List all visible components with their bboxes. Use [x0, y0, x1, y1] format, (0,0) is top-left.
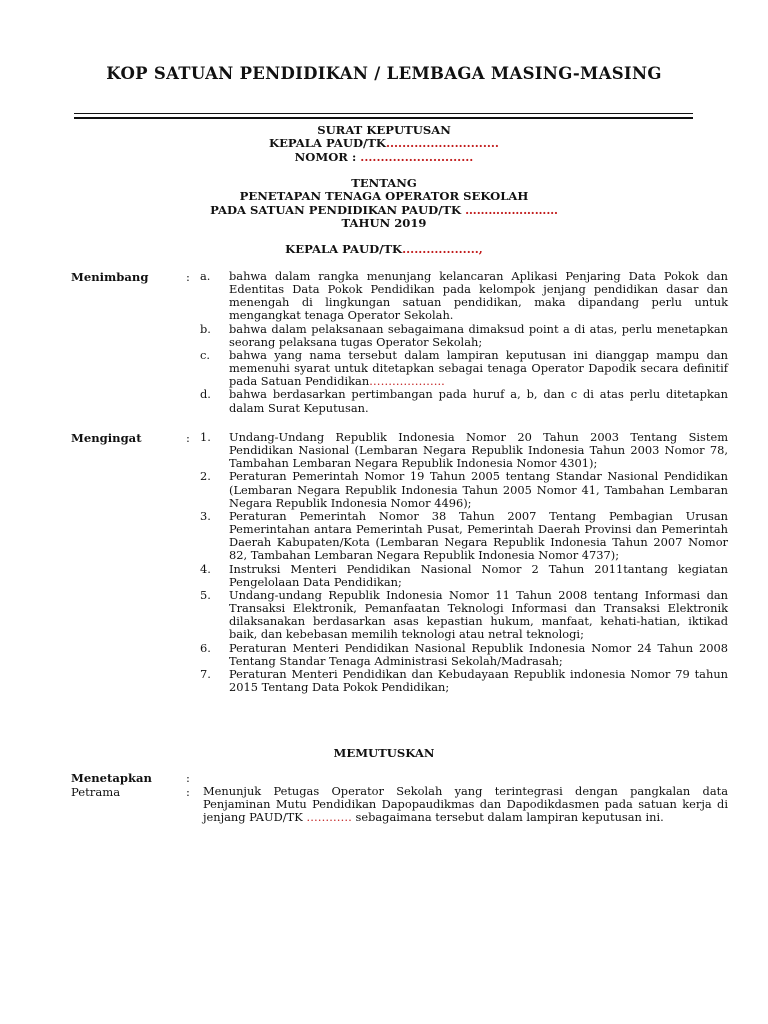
- tentang-line2: PADA SATUAN PENDIDIKAN PAUD/TK ……………………: [210, 202, 558, 217]
- header-rule-thin: [74, 113, 693, 114]
- pertama-colon: :: [186, 785, 190, 799]
- memutuskan-heading: MEMUTUSKAN: [333, 746, 435, 760]
- menimbang-item: a. bahwa dalam rangka menunjang kelancaran Aplikasi Penjaring Data Pokok dan Edentitas Data Pokok Pendidikan pada kelompok jenjang pendidikan dasar dan menengah di lingkungan satuan pendidikan, maka dipandang perlu untuk mengangkat tenaga Operator Sekolah.: [200, 269, 728, 323]
- mengingat-item: 5. Undang-undang Republik Indonesia Nomor 11 Tahun 2008 tentang Informasi dan Transaksi Elektronik, Pemanfaatan Teknologi Informasi dan Transaksi Elektronik dilaksanakan berdasarkan asas kepastian hukum, manfaat, kehati-hatian, iktikad baik, dan kebebasan memilih teknologi atau netral teknologi;: [200, 587, 728, 642]
- menimbang-list: [200, 270, 728, 415]
- mengingat-list: [200, 431, 728, 694]
- menimbang-item: c. bahwa yang nama tersebut dalam lampiran keputusan ini dianggap mampu dan memenuhi syarat untuk ditetapkan sebagai tenaga Operator Dapodik secara definitif pada Satuan Pendidikan………………..: [200, 347, 728, 389]
- kepala-dots: ............................: [385, 136, 499, 151]
- mengingat-item: 4. Instruksi Menteri Pendidikan Nasional Nomor 2 Tahun 2011tantang kegiatan Pengelolaan Data Pendidikan;: [200, 561, 728, 589]
- satuan-dots: ……………………: [465, 202, 558, 217]
- kepala-line-dots: ...................,: [402, 242, 483, 256]
- title-surat-keputusan: SURAT KEPUTUSAN: [317, 123, 451, 137]
- mengingat-colon: :: [186, 431, 190, 445]
- kop-heading: KOP SATUAN PENDIDIKAN / LEMBAGA MASING-MASING: [106, 64, 662, 83]
- title-kepala: KEPALA PAUD/TK............................: [269, 136, 499, 151]
- tentang-block: [0, 177, 768, 231]
- kepala-line: KEPALA PAUD/TK...................,: [285, 242, 483, 256]
- menimbang-item: d. bahwa berdasarkan pertimbangan pada huruf a, b, dan c di atas perlu ditetapkan dalam Surat Keputusan.: [200, 387, 728, 415]
- menimbang-colon: :: [186, 270, 190, 284]
- menimbang-label: Menimbang: [71, 270, 149, 284]
- pertama-text: Menunjuk Petugas Operator Sekolah yang terintegrasi dengan pangkalan data Penjaminan Mutu Pendidikan Dapopaudikmas dan Dapodikdasmen pada satuan kerja di jenjang PAUD/TK ………… sebagaimana tersebut dalam lampiran keputusan ini.: [203, 784, 728, 825]
- tentang-tahun: TAHUN 2019: [341, 216, 427, 231]
- mengingat-item: 3. Peraturan Pemerintah Nomor 38 Tahun 2007 Tentang Pembagian Urusan Pemerintahan antara Pemerintah Pusat, Pemerintah Daerah Provinsi dan Pemerintah Daerah Kabupaten/Kota (Lembaran Negara Republik Indonesia Tahun 2007 Nomor 82, Tambahan Lembaran Negara Republik Indonesia Nomor 4737);: [200, 508, 728, 563]
- tentang-line1: PENETAPAN TENAGA OPERATOR SEKOLAH: [239, 189, 529, 204]
- pertama-label: Petrama: [71, 785, 121, 799]
- tentang-label: TENTANG: [351, 176, 417, 190]
- mengingat-item: 1. Undang-Undang Republik Indonesia Nomor 20 Tahun 2003 Tentang Sistem Pendidikan Nasional (Lembaran Negara Republik Indonesia Tahun 2003 Nomor 78, Tambahan Lembaran Negara Republik Indonesia Nomor 4301);: [200, 430, 728, 471]
- header-rule-thick: [74, 117, 693, 119]
- jenjang-dots: …………: [306, 810, 352, 825]
- satuan-pendidikan-dots: ………………..: [369, 374, 445, 389]
- menetapkan-colon: :: [186, 771, 190, 785]
- mengingat-item: 7. Peraturan Menteri Pendidikan dan Kebudayaan Republik indonesia Nomor 79 tahun 2015 Tentang Data Pokok Pendidikan;: [200, 666, 728, 694]
- menetapkan-label: Menetapkan: [71, 771, 152, 785]
- mengingat-item: 6. Peraturan Menteri Pendidikan Nasional Republik Indonesia Nomor 24 Tahun 2008 Tentang Standar Tenaga Administrasi Sekolah/Madrasah;: [200, 640, 728, 668]
- menimbang-item: b. bahwa dalam pelaksanaan sebagaimana dimaksud point a di atas, perlu menetapkan seorang pelaksana tugas Operator Sekolah;: [200, 321, 728, 349]
- nomor-dots: ............................: [360, 149, 474, 164]
- title-nomor: NOMOR : ............................: [294, 149, 474, 164]
- mengingat-item: 2. Peraturan Pemerintah Nomor 19 Tahun 2005 tentang Standar Nasional Pendidikan (Lembaran Negara Republik Indonesia Tahun 2005 Nomor 41, Tambahan Lembaran Negara Republik Indonesia Nomor 4496);: [200, 469, 728, 510]
- mengingat-label: Mengingat: [71, 431, 142, 445]
- title-block: [0, 124, 768, 164]
